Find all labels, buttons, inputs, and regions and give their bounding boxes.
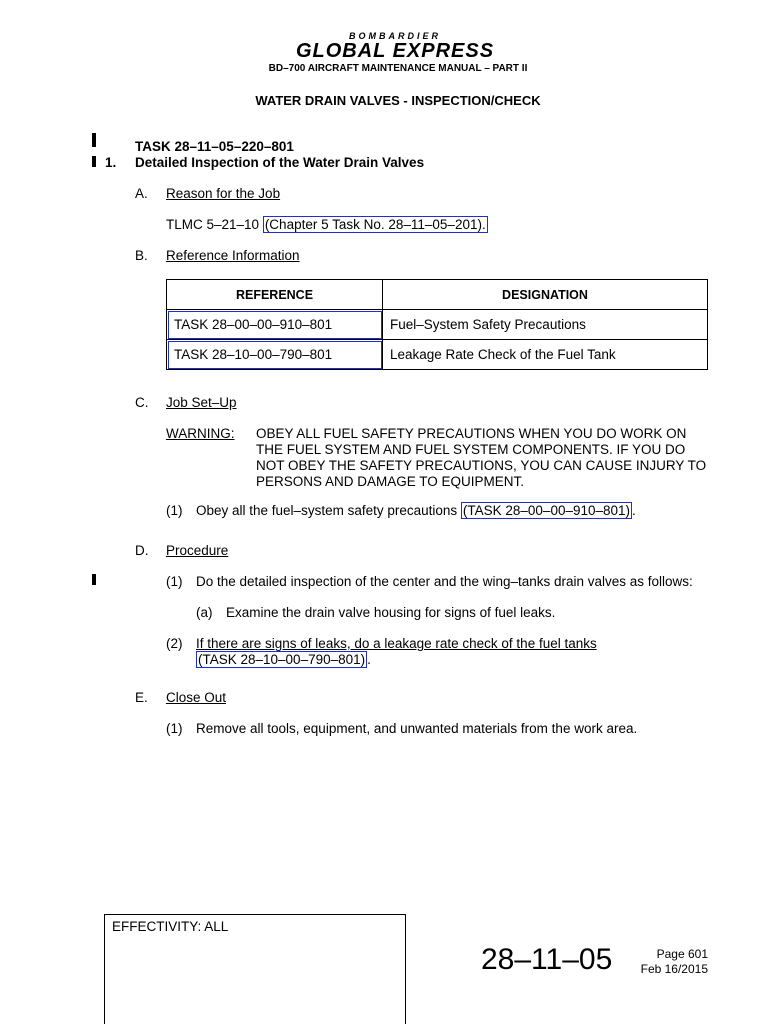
- table-cell-reference[interactable]: TASK 28–10–00–790–801: [167, 340, 383, 370]
- section-letter: B.: [135, 248, 148, 263]
- task-id: TASK 28–11–05–220–801: [135, 139, 294, 154]
- task-number: 1.: [105, 155, 117, 170]
- effectivity-box: [104, 914, 406, 1024]
- change-bar: [92, 156, 96, 167]
- table-header-row: [167, 280, 708, 310]
- leakage-task-link[interactable]: (TASK 28–10–00–790–801): [198, 652, 366, 667]
- change-bar: [92, 574, 96, 585]
- table-row: [167, 340, 708, 370]
- chapter-task-link[interactable]: (Chapter 5 Task No. 28–11–05–201).: [264, 217, 486, 232]
- section-title-setup: Job Set–Up: [166, 395, 237, 410]
- change-bar: [92, 133, 96, 147]
- table-cell-designation: Fuel–System Safety Precautions: [383, 310, 708, 340]
- table-row: [167, 310, 708, 340]
- revision-date: Feb 16/2015: [640, 962, 708, 976]
- page-info: [636, 947, 708, 977]
- section-letter: E.: [135, 690, 148, 705]
- step-end: .: [632, 503, 636, 518]
- section-letter: A.: [135, 186, 148, 201]
- brand-bombardier: BOMBARDIER: [349, 31, 441, 41]
- manual-title: BD–700 AIRCRAFT MAINTENANCE MANUAL – PART II: [268, 63, 528, 74]
- step-number: (1): [166, 503, 183, 518]
- chapter-number: 28–11–05: [481, 943, 613, 976]
- procedure-step-1: Do the detailed inspection of the center and the wing–tanks drain valves as follows:: [196, 574, 693, 589]
- step-number: (1): [166, 574, 183, 589]
- page-number: Page 601: [656, 947, 708, 961]
- procedure-step-2: If there are signs of leaks, do a leakage rate check of the fuel tanks: [196, 636, 597, 651]
- procedure-step-2-ref: [196, 652, 371, 667]
- table-cell-reference[interactable]: TASK 28–00–00–910–801: [167, 310, 383, 340]
- tlmc-text: TLMC 5–21–10: [166, 217, 263, 232]
- section-title-procedure: Procedure: [166, 543, 229, 558]
- safety-task-link[interactable]: (TASK 28–00–00–910–801): [462, 503, 631, 518]
- step-number: (2): [166, 636, 183, 651]
- section-title-closeout: Close Out: [166, 690, 227, 705]
- page-title: WATER DRAIN VALVES - INSPECTION/CHECK: [255, 93, 541, 108]
- table-header: DESIGNATION: [383, 280, 708, 310]
- step-number: (a): [196, 605, 213, 620]
- section-title-reference: Reference Information: [166, 248, 300, 263]
- tlmc-line: [166, 217, 488, 232]
- setup-step-1: [196, 503, 636, 518]
- procedure-step-1a: Examine the drain valve housing for signs of fuel leaks.: [226, 605, 556, 620]
- step-text: Obey all the fuel–system safety precautions: [196, 503, 461, 518]
- reference-table: [166, 279, 708, 370]
- table-header: REFERENCE: [167, 280, 383, 310]
- warning-label: WARNING:: [166, 426, 235, 441]
- task-title: Detailed Inspection of the Water Drain Valves: [135, 155, 425, 170]
- section-title-reason: Reason for the Job: [166, 186, 281, 201]
- brand-global-express: GLOBAL EXPRESS: [295, 40, 495, 62]
- closeout-step-1: Remove all tools, equipment, and unwanted materials from the work area.: [196, 721, 638, 736]
- step-end: .: [367, 652, 371, 667]
- step-number: (1): [166, 721, 183, 736]
- section-letter: C.: [135, 395, 149, 410]
- warning-text: OBEY ALL FUEL SAFETY PRECAUTIONS WHEN YOU DO WORK ON THE FUEL SYSTEM AND FUEL SYSTEM COMPONENTS. IF YOU DO NOT OBEY THE SAFETY PRECAUTIONS, YOU CAN CAUSE INJURY TO PERSONS AND DAMAGE TO EQUIPMENT.: [256, 426, 707, 489]
- table-cell-designation: Leakage Rate Check of the Fuel Tank: [383, 340, 708, 370]
- section-letter: D.: [135, 543, 149, 558]
- effectivity-label: EFFECTIVITY: ALL: [112, 919, 229, 934]
